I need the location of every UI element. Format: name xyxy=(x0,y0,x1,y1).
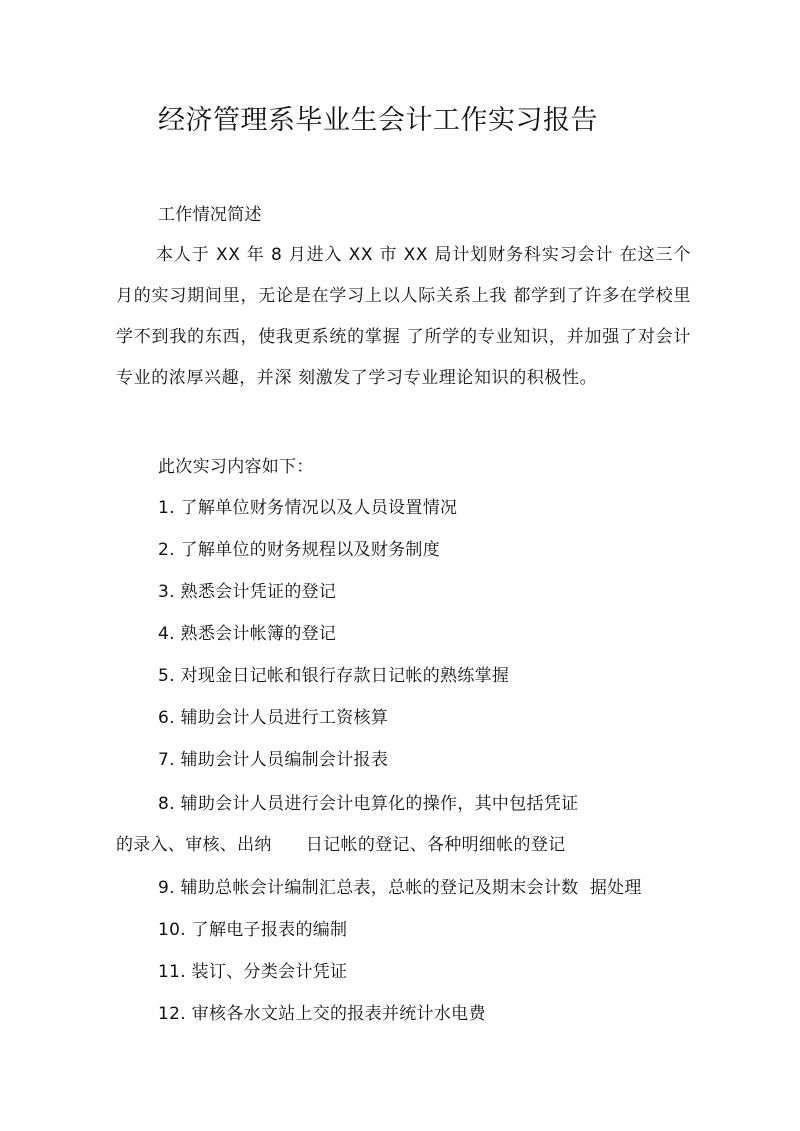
list-item: 7. 辅助会计人员编制会计报表 xyxy=(158,750,389,770)
section-heading: 工作情况简述 xyxy=(158,205,262,225)
list-item-continuation: 的录入、审核、出纳 日记帐的登记、各种明细帐的登记 xyxy=(116,835,566,855)
list-item: 8. 辅助会计人员进行会计电算化的操作，其中包括凭证 xyxy=(158,794,579,814)
list-item: 1. 了解单位财务情况以及人员设置情况 xyxy=(158,498,458,518)
list-item: 4. 熟悉会计帐簿的登记 xyxy=(158,624,337,644)
list-intro: 此次实习内容如下： xyxy=(158,457,314,477)
list-item: 10. 了解电子报表的编制 xyxy=(158,920,348,940)
list-item: 11. 装订、分类会计凭证 xyxy=(158,962,348,982)
list-item: 2. 了解单位的财务规程以及财务制度 xyxy=(158,540,441,560)
list-item: 12. 审核各水文站上交的报表并统计水电费 xyxy=(158,1004,486,1024)
intro-paragraph: 本人于 XX 年 8 月进入 XX 市 XX 局计划财务科实习会计 在这三个月的实习期间里，无论是在学习上以人际关系上我 都学到了许多在学校里学不到我的东西，使我更系统的掌握 了所学的专业知识，并加强了对会计专业的浓厚兴趣，并深 刻激发了学习专业理论知识的积极性。 xyxy=(116,245,691,388)
list-item: 6. 辅助会计人员进行工资核算 xyxy=(158,708,389,728)
list-item: 9. 辅助总帐会计编制汇总表，总帐的登记及期末会计数 据处理 xyxy=(158,878,642,898)
list-item: 5. 对现金日记帐和银行存款日记帐的熟练掌握 xyxy=(158,666,510,686)
document-title: 经济管理系毕业生会计工作实习报告 xyxy=(158,105,598,136)
list-item: 3. 熟悉会计凭证的登记 xyxy=(158,582,337,602)
